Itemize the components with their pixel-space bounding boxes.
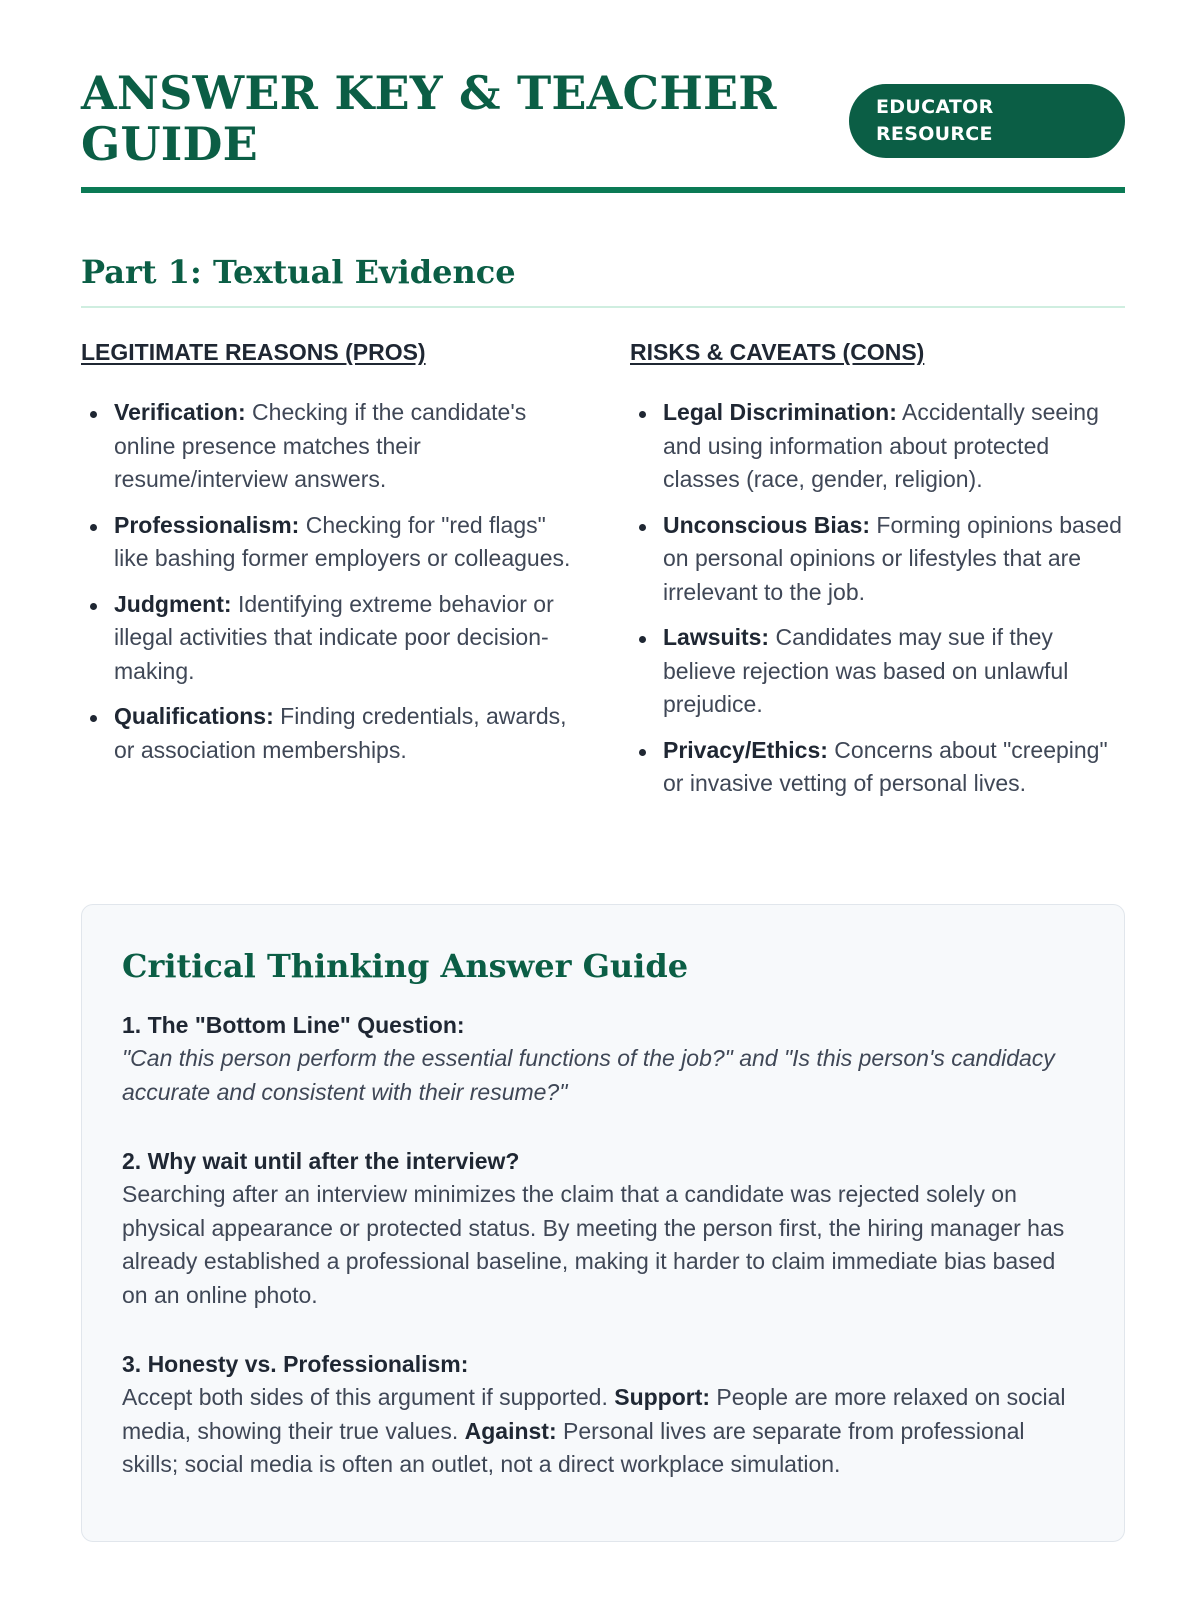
support-label: Support: (614, 1384, 711, 1410)
question-3-title: 3. Honesty vs. Professionalism: (122, 1351, 469, 1377)
list-item (81, 588, 581, 689)
question-3 (122, 1348, 1084, 1482)
bullet-text: Accidentally seeing and using information about protected classes (race, gender, religion). (663, 399, 1099, 492)
cons-list (630, 396, 1130, 801)
question-1 (122, 1009, 1084, 1109)
bullet-term: Legal Discrimination: (663, 399, 897, 425)
part1-title: Part 1: Textual Evidence (81, 253, 516, 291)
part1-divider (81, 306, 1125, 308)
list-item (81, 700, 581, 767)
list-item (630, 734, 1130, 801)
answer-key-page (81, 60, 1125, 1477)
header-divider (81, 187, 1125, 193)
list-item (630, 396, 1130, 497)
list-item (81, 509, 581, 576)
pros-heading: LEGITIMATE REASONS (PROS) (81, 339, 426, 365)
question-1-answer: "Can this person perform the essential functions of the job?" and "Is this person's candidacy accurate and consistent with their resume?" (122, 1045, 1055, 1105)
bullet-term: Lawsuits: (663, 624, 770, 650)
bullet-text: Identifying extreme behavior or illegal activities that indicate poor decision-making. (114, 590, 554, 684)
list-item (630, 509, 1130, 610)
bullet-text: Candidates may sue if they believe rejection was based on unlawful prejudice. (663, 624, 1069, 717)
bullet-term: Judgment: (114, 590, 232, 617)
support-text: People are more relaxed on social media, showing their true values. (122, 1384, 1066, 1444)
bullet-term: Unconscious Bias: (663, 511, 871, 538)
bullet-text: Finding credentials, awards, or association memberships. (114, 703, 567, 763)
bullet-text: Checking if the candidate's online presence matches their resume/interview answers. (114, 399, 527, 492)
educator-resource-badge: EDUCATOR RESOURCE (849, 84, 1125, 158)
answer-guide-title: Critical Thinking Answer Guide (122, 947, 689, 985)
cons-heading: RISKS & CAVEATS (CONS) (630, 339, 925, 365)
list-item (81, 396, 581, 497)
against-text: Personal lives are separate from professional skills; social media is often an outlet, not a direct workplace simulation. (122, 1417, 1025, 1477)
answer-intro: Accept both sides of this argument if supported. (122, 1384, 615, 1410)
question-1-title: 1. The "Bottom Line" Question: (122, 1012, 465, 1038)
answer-guide-box (81, 904, 1125, 1542)
list-item (630, 621, 1130, 722)
bullet-term: Verification: (114, 399, 246, 425)
page-title: ANSWER KEY & TEACHER GUIDE (81, 66, 777, 171)
question-2-title: 2. Why wait until after the interview? (122, 1148, 520, 1174)
bullet-term: Privacy/Ethics: (663, 736, 828, 763)
pros-list (81, 396, 581, 767)
cons-column (630, 338, 1130, 813)
pros-column (81, 338, 581, 779)
page-header (81, 60, 1125, 192)
against-label: Against: (464, 1417, 557, 1444)
bullet-text: Forming opinions based on personal opinions or lifestyles that are irrelevant to the job. (663, 511, 1122, 605)
question-2-answer: Searching after an interview minimizes the claim that a candidate was rejected solely on physical appearance or protected status. By meeting the person first, the hiring manager has already established a professional baseline, making it harder to claim immediate bias based on an online photo. (122, 1181, 1065, 1308)
bullet-text: Concerns about "creeping" or invasive vetting of personal lives. (663, 736, 1108, 796)
bullet-term: Professionalism: (114, 511, 300, 538)
bullet-text: Checking for "red flags" like bashing former employers or colleagues. (114, 511, 571, 571)
bullet-term: Qualifications: (114, 703, 274, 729)
question-2 (122, 1145, 1084, 1312)
question-3-answer (122, 1381, 1084, 1482)
